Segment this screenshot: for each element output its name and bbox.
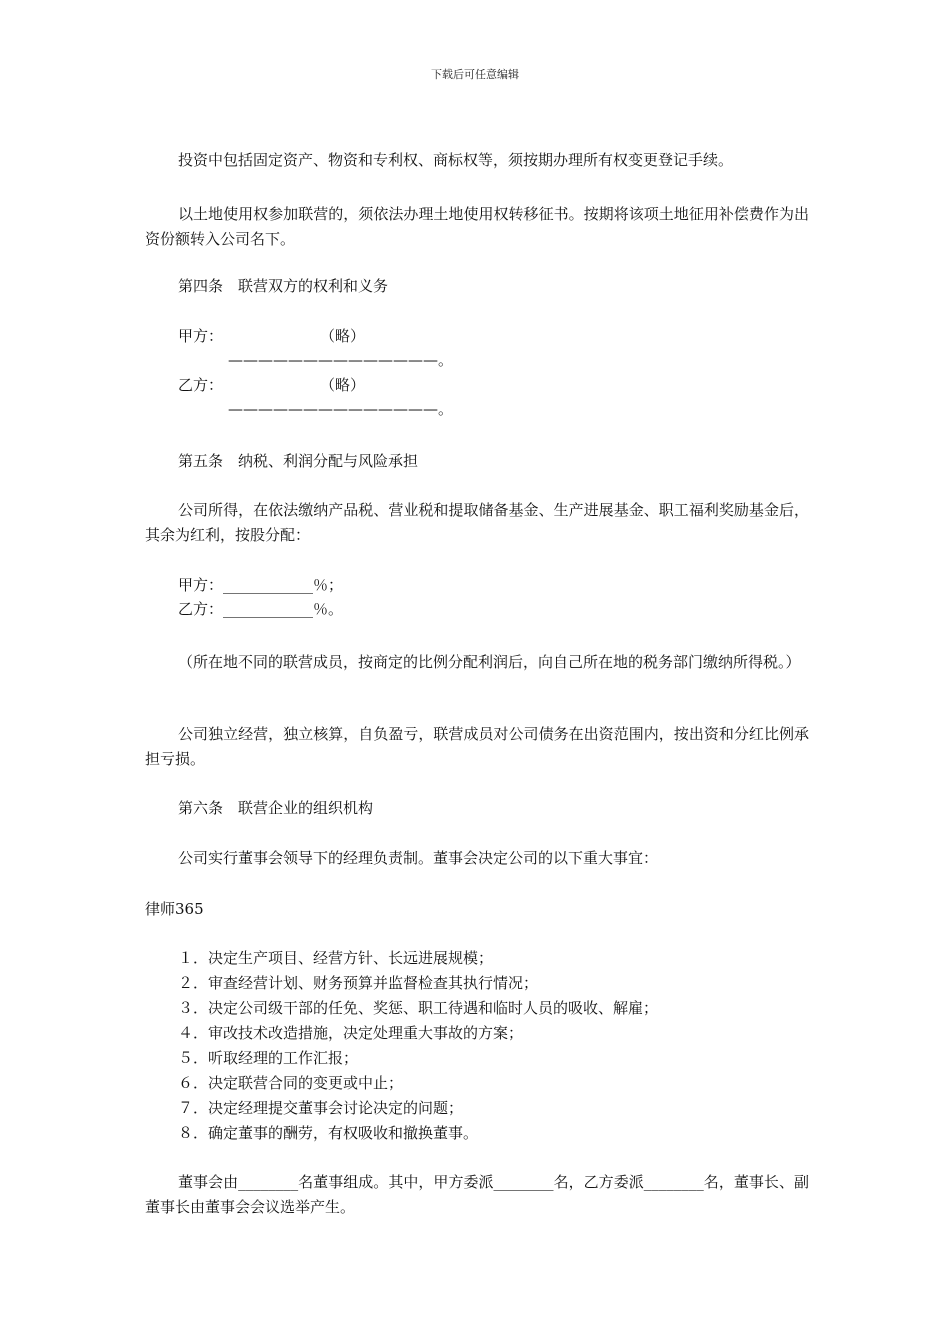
- party-b-dash-line: ——————————————。: [228, 400, 454, 418]
- article-5-heading: 第五条 纳税、利润分配与风险承担: [178, 452, 419, 470]
- list-item: ６．决定联营合同的变更或中止；: [178, 1074, 404, 1092]
- paragraph-profit-distribution: 公司所得，在依法缴纳产品税、营业税和提取储备基金、生产进展基金、职工福利奖励基金后，其余为红利，按股分配：: [145, 501, 809, 544]
- article-6-heading: 第六条 联营企业的组织机构: [178, 799, 374, 817]
- share-party-a: 甲方：____________％；: [178, 576, 344, 594]
- paragraph-land-use: 以土地使用权参加联营的，须依法办理土地使用权转移征书。按期将该项土地征用补偿费作为出资份额转入公司名下。: [145, 205, 809, 248]
- share-party-b: 乙方：____________％。: [178, 600, 344, 618]
- paragraph-tax-note: （所在地不同的联营成员，按商定的比例分配利润后，向自己所在地的税务部门缴纳所得税。）: [178, 653, 801, 671]
- list-item: ３．决定公司级干部的任免、奖惩、职工待遇和临时人员的吸收、解雇；: [178, 999, 659, 1017]
- list-item: ７．决定经理提交董事会讨论决定的问题；: [178, 1099, 464, 1117]
- party-b-label: 乙方：: [178, 376, 224, 394]
- list-item: ４．审改技术改造措施，决定处理重大事故的方案；: [178, 1024, 524, 1042]
- paragraph-investment: 投资中包括固定资产、物资和专利权、商标权等，须按期办理所有权变更登记手续。: [178, 151, 734, 169]
- paragraph-board-composition: 董事会由________名董事组成。其中，甲方委派________名，乙方委派________名，董事长、副董事长由董事会会议选举产生。: [145, 1173, 809, 1216]
- party-a-label: 甲方：: [178, 327, 224, 345]
- page-header: 下载后可任意编辑: [431, 68, 519, 81]
- party-a-note: （略）: [320, 327, 366, 345]
- list-item: ２．审查经营计划、财务预算并监督检查其执行情况；: [178, 974, 539, 992]
- list-item: １．决定生产项目、经营方针、长远进展规模；: [178, 949, 494, 967]
- list-item: ５．听取经理的工作汇报；: [178, 1049, 359, 1067]
- paragraph-board-intro: 公司实行董事会领导下的经理负责制。董事会决定公司的以下重大事宜：: [178, 849, 659, 867]
- watermark-text: 律师365: [145, 900, 204, 918]
- party-b-note: （略）: [320, 376, 366, 394]
- article-4-heading: 第四条 联营双方的权利和义务: [178, 277, 389, 295]
- list-item: ８．确定董事的酬劳，有权吸收和撤换董事。: [178, 1124, 479, 1142]
- party-a-dash-line: ——————————————。: [228, 351, 454, 369]
- paragraph-independent-operation: 公司独立经营，独立核算，自负盈亏，联营成员对公司债务在出资范围内，按出资和分红比例承担亏损。: [145, 725, 809, 768]
